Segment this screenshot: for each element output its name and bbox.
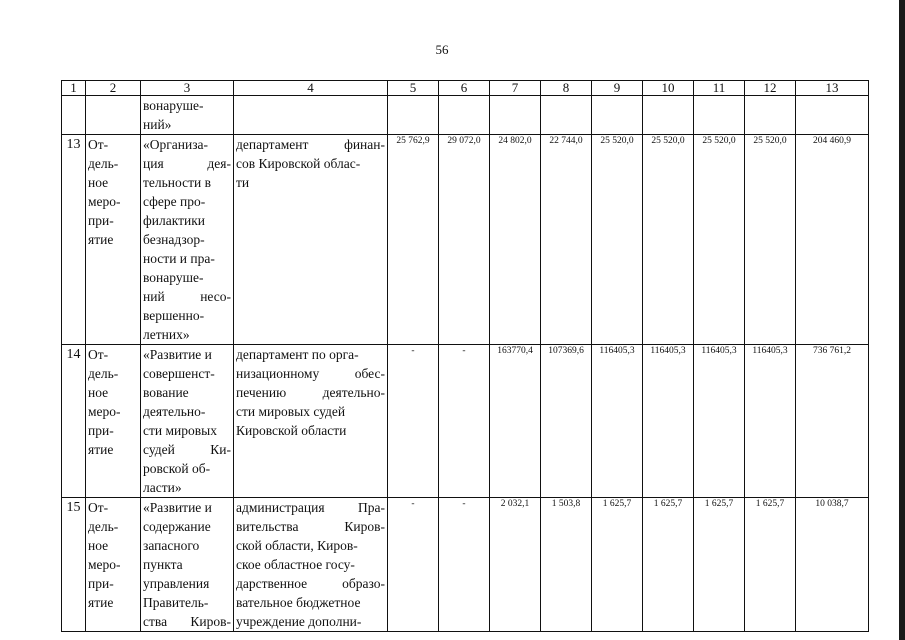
cell-value-col-10: 1 625,7 — [643, 498, 694, 632]
text-line: ности и пра- — [143, 251, 215, 266]
text-line: От- — [88, 500, 109, 515]
text-line: при- — [88, 213, 114, 228]
text-line: низационному обес- — [236, 366, 385, 381]
cell-value-col-11: 1 625,7 — [694, 498, 745, 632]
cell-value-col-6: - — [439, 498, 490, 632]
cell-empty — [541, 96, 592, 135]
header-col-8: 8 — [541, 81, 592, 96]
cell-value-col-12: 116405,3 — [745, 345, 796, 498]
cell-empty — [439, 96, 490, 135]
cell-empty — [490, 96, 541, 135]
text-line: От- — [88, 137, 109, 152]
cell-value-col-13: 10 038,7 — [796, 498, 869, 632]
cell-name-continued — [141, 96, 234, 135]
cell-value-col-10: 25 520,0 — [643, 135, 694, 345]
header-col-3: 3 — [141, 81, 234, 96]
text-line: сов Кировской облас- — [236, 156, 361, 171]
text-line: сфере про- — [143, 194, 206, 209]
cell-empty — [592, 96, 643, 135]
text-line: департамент финан- — [236, 137, 385, 152]
text-line: ний» — [143, 117, 172, 132]
cell-name — [141, 345, 234, 498]
cell-value-col-12: 25 520,0 — [745, 135, 796, 345]
header-col-6: 6 — [439, 81, 490, 96]
cell-row-number: 13 — [62, 135, 86, 345]
cell-value-col-11: 116405,3 — [694, 345, 745, 498]
cell-value-col-7: 163770,4 — [490, 345, 541, 498]
header-row — [62, 81, 869, 96]
text-line: «Организа- — [143, 137, 209, 152]
text-line: «Развитие и — [143, 500, 212, 515]
text-line: вершенно- — [143, 308, 205, 323]
cell-value-col-13: 736 761,2 — [796, 345, 869, 498]
cell-type — [86, 498, 141, 632]
text-line: меро- — [88, 194, 121, 209]
text-line: совершенст- — [143, 366, 215, 381]
text-line: вонаруше- — [143, 98, 204, 113]
cell-value-col-7: 24 802,0 — [490, 135, 541, 345]
text-line: при- — [88, 576, 114, 591]
header-col-4: 4 — [234, 81, 388, 96]
text-line: пункта — [143, 557, 183, 572]
text-line: филактики — [143, 213, 205, 228]
cell-row-number: 14 — [62, 345, 86, 498]
text-line: меро- — [88, 404, 121, 419]
cell-value-col-9: 116405,3 — [592, 345, 643, 498]
cell-empty — [62, 96, 86, 135]
cell-value-col-10: 116405,3 — [643, 345, 694, 498]
text-line: ное — [88, 175, 109, 190]
header-col-5: 5 — [388, 81, 439, 96]
text-line: ской области, Киров- — [236, 538, 358, 553]
text-line: ное — [88, 385, 109, 400]
text-line: печению деятельно- — [236, 385, 385, 400]
cell-value-col-5: - — [388, 345, 439, 498]
text-line: деятельно- — [143, 404, 206, 419]
cell-value-col-5: - — [388, 498, 439, 632]
text-line: администрация Пра- — [236, 500, 385, 515]
cell-row-number: 15 — [62, 498, 86, 632]
text-line: тельности в — [143, 175, 211, 190]
text-line: содержание — [143, 519, 211, 534]
text-line: «Развитие и — [143, 347, 212, 362]
text-line: ровской об- — [143, 461, 211, 476]
text-line: вонаруше- — [143, 270, 204, 285]
cell-empty — [694, 96, 745, 135]
budget-table — [61, 80, 869, 632]
cell-value-col-6: 29 072,0 — [439, 135, 490, 345]
header-col-11: 11 — [694, 81, 745, 96]
text-line: судей Ки- — [143, 442, 231, 457]
header-col-10: 10 — [643, 81, 694, 96]
text-line: летних» — [143, 327, 190, 342]
text-line: ласти» — [143, 480, 182, 495]
header-col-2: 2 — [86, 81, 141, 96]
cell-empty — [745, 96, 796, 135]
text-line: дель- — [88, 366, 119, 381]
text-line: вование — [143, 385, 189, 400]
cell-empty — [796, 96, 869, 135]
table-row — [62, 345, 869, 498]
cell-empty — [643, 96, 694, 135]
text-line: вательное бюджетное — [236, 595, 361, 610]
scan-edge — [899, 0, 905, 640]
cell-name — [141, 135, 234, 345]
text-line: ция дея- — [143, 156, 231, 171]
cell-executor — [234, 498, 388, 632]
header-col-12: 12 — [745, 81, 796, 96]
cell-value-col-7: 2 032,1 — [490, 498, 541, 632]
text-line: запасного — [143, 538, 200, 553]
text-line: ний несо- — [143, 289, 231, 304]
text-line: ятие — [88, 442, 114, 457]
cell-empty — [388, 96, 439, 135]
text-line: безнадзор- — [143, 232, 205, 247]
continuation-row — [62, 96, 869, 135]
table-row — [62, 135, 869, 345]
text-line: ное — [88, 538, 109, 553]
text-line: Кировской области — [236, 423, 347, 438]
text-line: сти мировых судей — [236, 404, 346, 419]
text-line: вительства Киров- — [236, 519, 385, 534]
text-line: ское областное госу- — [236, 557, 355, 572]
cell-name — [141, 498, 234, 632]
text-line: дель- — [88, 519, 119, 534]
cell-value-col-5: 25 762,9 — [388, 135, 439, 345]
cell-value-col-9: 1 625,7 — [592, 498, 643, 632]
text-line: ти — [236, 175, 250, 190]
text-line: меро- — [88, 557, 121, 572]
text-line: сти мировых — [143, 423, 217, 438]
cell-value-col-8: 22 744,0 — [541, 135, 592, 345]
text-line: ятие — [88, 595, 114, 610]
page-number: 56 — [435, 42, 449, 57]
text-line: От- — [88, 347, 109, 362]
cell-empty — [234, 96, 388, 135]
header-col-7: 7 — [490, 81, 541, 96]
text-line: дель- — [88, 156, 119, 171]
header-col-13: 13 — [796, 81, 869, 96]
header-col-1: 1 — [62, 81, 86, 96]
text-line: ятие — [88, 232, 114, 247]
header-col-9: 9 — [592, 81, 643, 96]
cell-value-col-11: 25 520,0 — [694, 135, 745, 345]
cell-value-col-9: 25 520,0 — [592, 135, 643, 345]
table-row — [62, 498, 869, 632]
text-line: департамент по орга- — [236, 347, 359, 362]
cell-value-col-8: 1 503,8 — [541, 498, 592, 632]
text-line: Правитель- — [143, 595, 209, 610]
cell-executor — [234, 345, 388, 498]
cell-value-col-13: 204 460,9 — [796, 135, 869, 345]
cell-empty — [86, 96, 141, 135]
text-line: при- — [88, 423, 114, 438]
text-line: управления — [143, 576, 210, 591]
cell-executor — [234, 135, 388, 345]
text-line: дарственное образо- — [236, 576, 385, 591]
text-line: учреждение дополни- — [236, 614, 362, 629]
cell-type — [86, 345, 141, 498]
cell-value-col-6: - — [439, 345, 490, 498]
cell-type — [86, 135, 141, 345]
cell-value-col-12: 1 625,7 — [745, 498, 796, 632]
text-line: ства Киров- — [143, 614, 231, 629]
cell-value-col-8: 107369,6 — [541, 345, 592, 498]
